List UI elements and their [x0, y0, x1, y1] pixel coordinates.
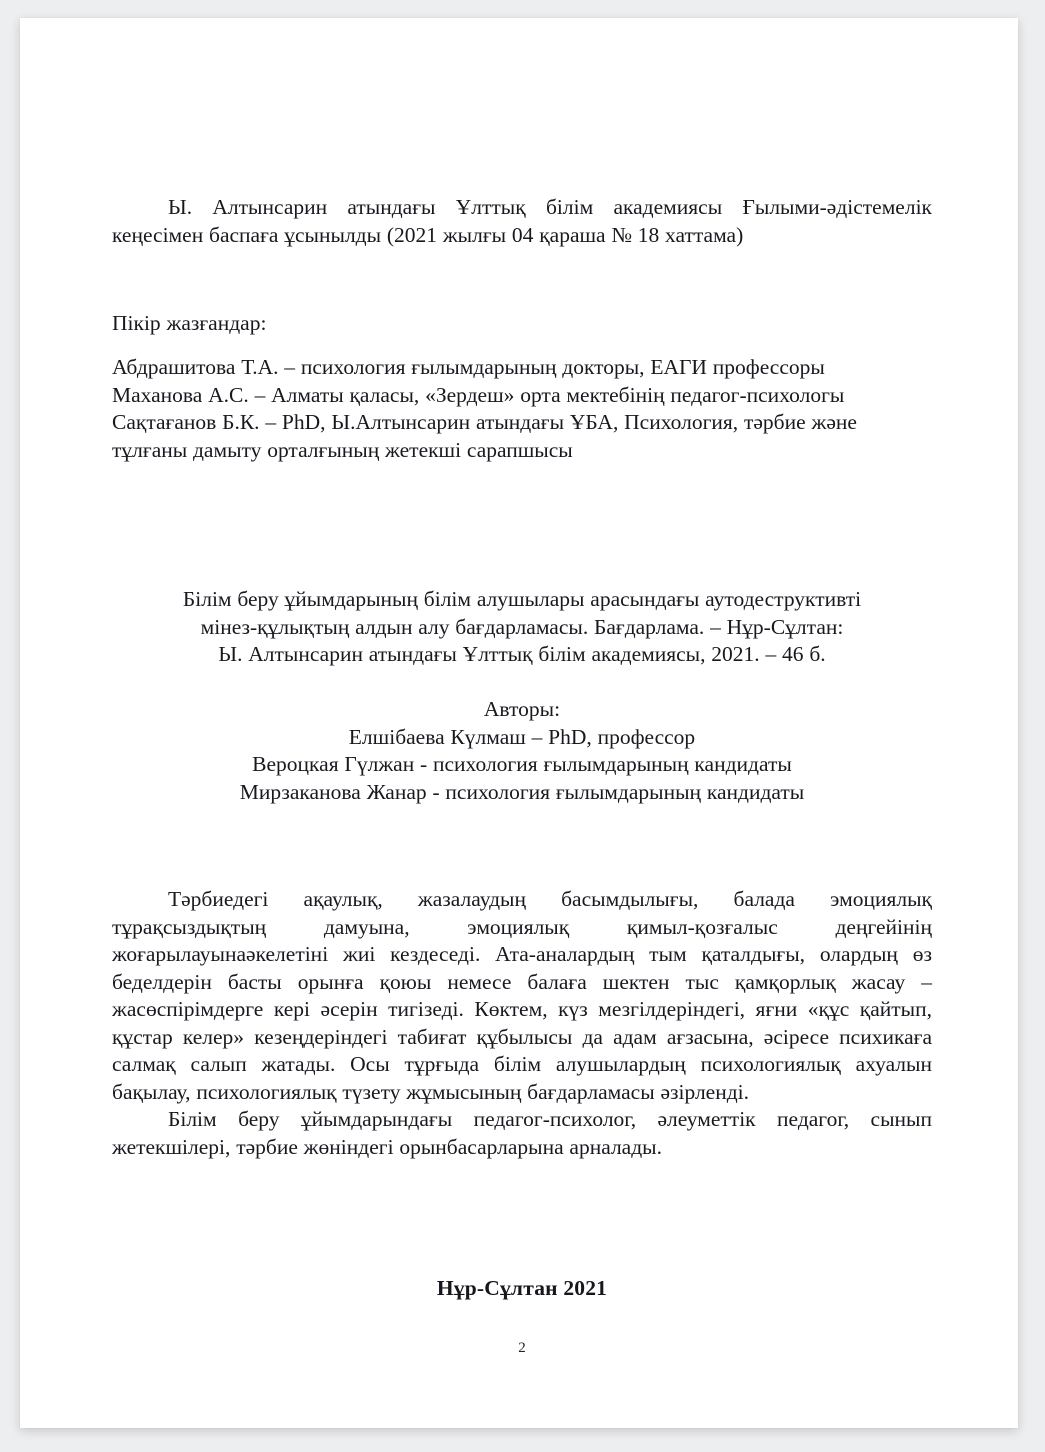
- annotation-paragraph-1: Тәрбиедегі ақаулық, жазалаудың басымдылығы, балада эмоциялық тұрақсыздықтың дамуына, эмоциялық қимыл-қозғалыс деңгейінің жоғарылауынаәкелетіні жиі кездеседі. Ата-аналардың тым қаталдығы, олардың өз беделдерін басты орынға қоюы немесе балаға шектен тыс қамқорлық жасау – жасөспірімдерге кері әсерін тигізеді. Көктем, күз мезгілдеріндегі, яғни «құс қайтып, құстар келер» кезеңдеріндегі табиғат құбылысы да адам ағзасына, әсіресе психикаға салмақ салып жатады. Осы тұрғыда білім алушылардың психологиялық ахуалын бақылау, психологиялық түзету жұмысының бағдарламасы әзірленді.: [112, 887, 932, 1104]
- author-entry: Мирзаканова Жанар - психология ғылымдарының кандидаты: [239, 779, 805, 804]
- reviewers-label: Пікір жазғандар:: [112, 311, 267, 335]
- author-entry: Елшібаева Күлмаш – PhD, профессор: [348, 724, 696, 749]
- citation-line: Білім беру ұйымдарының білім алушылары арасындағы аутодеструктивті: [182, 587, 862, 611]
- annotation-paragraph-2: Білім беру ұйымдарындағы педагог-психолог, әлеуметтік педагог, сынып жетекшілері, тәрбие жөніндегі орынбасарларына арналады.: [112, 1107, 932, 1159]
- document-page: [20, 18, 1018, 1428]
- page-number: 2: [518, 1340, 526, 1356]
- reviewers-label-block: [112, 310, 932, 338]
- page-content: [112, 18, 932, 1428]
- reviewer-entry: Абдрашитова Т.А. – психология ғылымдарының докторы, ЕАГИ профессоры: [112, 355, 825, 379]
- footer-city-year: Нұр-Сұлтан 2021: [436, 1276, 608, 1300]
- authors-label: Авторы:: [483, 697, 561, 721]
- citation-line: мінез-құлықтың алдын алу бағдарламасы. Бағдарлама. – Нұр-Сұлтан:: [200, 614, 844, 639]
- author-entry: Вероцкая Гүлжан - психология ғылымдарының кандидаты: [252, 752, 792, 776]
- authors-block: [112, 696, 932, 806]
- citation-block: [112, 586, 932, 669]
- reviewers-block: [112, 354, 932, 464]
- footer-block: [112, 1276, 932, 1301]
- recommendation-block: [112, 194, 932, 249]
- citation-line: Ы. Алтынсарин атындағы Ұлттық білім академиясы, 2021. – 46 б.: [218, 642, 826, 666]
- reviewer-entry: Сақтағанов Б.К. – PhD, Ы.Алтынсарин атындағы ҰБА, Психология, тәрбие және тұлғаны дамыту орталғының жетекші сарапшысы: [112, 410, 857, 462]
- annotation-block: [112, 886, 932, 1161]
- reviewer-entry: Маханова А.С. – Алматы қаласы, «Зердеш» орта мектебінің педагог-психологы: [112, 382, 845, 407]
- recommendation-text: Ы. Алтынсарин атындағы Ұлттық білім академиясы Ғылыми-әдістемелік кеңесімен баспаға ұсынылды (2021 жылғы 04 қараша № 18 хаттама): [112, 195, 932, 247]
